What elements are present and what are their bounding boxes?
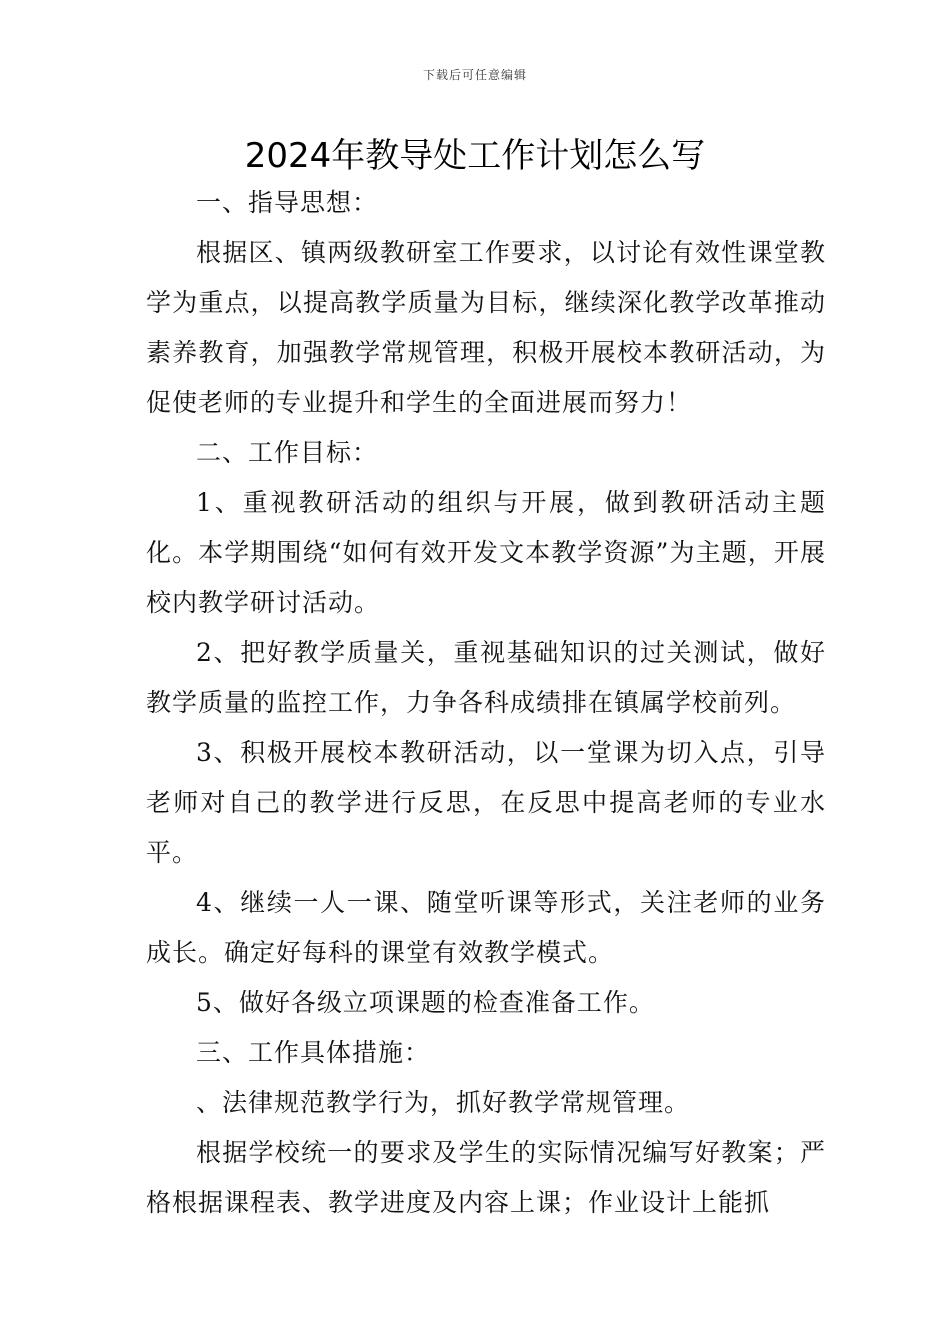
paragraph-measures: 根据学校统一的要求及学生的实际情况编写好教案；严格根据课程表、教学进度及内容上课；作业设计上能抓 <box>146 1138 826 1217</box>
paragraph-guiding-ideology: 根据区、镇两级教研室工作要求，以讨论有效性课堂教学为重点，以提高教学质量为目标，继续深化教学改革推动素养教育，加强教学常规管理，积极开展校本教研活动，为促使老师的专业提升和学生的全面进展而努力！ <box>146 238 826 417</box>
goal-item-3: 3、积极开展校本教研活动，以一堂课为切入点，引导老师对自己的教学进行反思，在反思中提高老师的专业水平。 <box>146 738 826 867</box>
section-heading-measures: 三、工作具体措施： <box>196 1038 431 1067</box>
document-body <box>146 178 826 1228</box>
goal-item-4: 4、继续一人一课、随堂听课等形式，关注老师的业务成长。确定好每科的课堂有效教学模式。 <box>146 888 826 967</box>
goal-item-1: 1、重视教研活动的组织与开展，做到教研活动主题化。本学期围绕“如何有效开发文本教学资源”为主题，开展校内教学研讨活动。 <box>146 488 826 617</box>
goal-item-2: 2、把好教学质量关，重视基础知识的过关测试，做好教学质量的监控工作，力争各科成绩排在镇属学校前列。 <box>146 638 826 717</box>
header-note: 下载后可任意编辑 <box>422 68 527 82</box>
goal-item-5: 5、做好各级立项课题的检查准备工作。 <box>196 988 655 1017</box>
section-heading-work-goals: 二、工作目标： <box>196 438 379 467</box>
document-title: 2024年教导处工作计划怎么写 <box>244 136 706 176</box>
measure-item-1: 、法律规范教学行为，抓好教学常规管理。 <box>196 1088 691 1117</box>
section-heading-guiding-ideology: 一、指导思想： <box>196 188 379 217</box>
